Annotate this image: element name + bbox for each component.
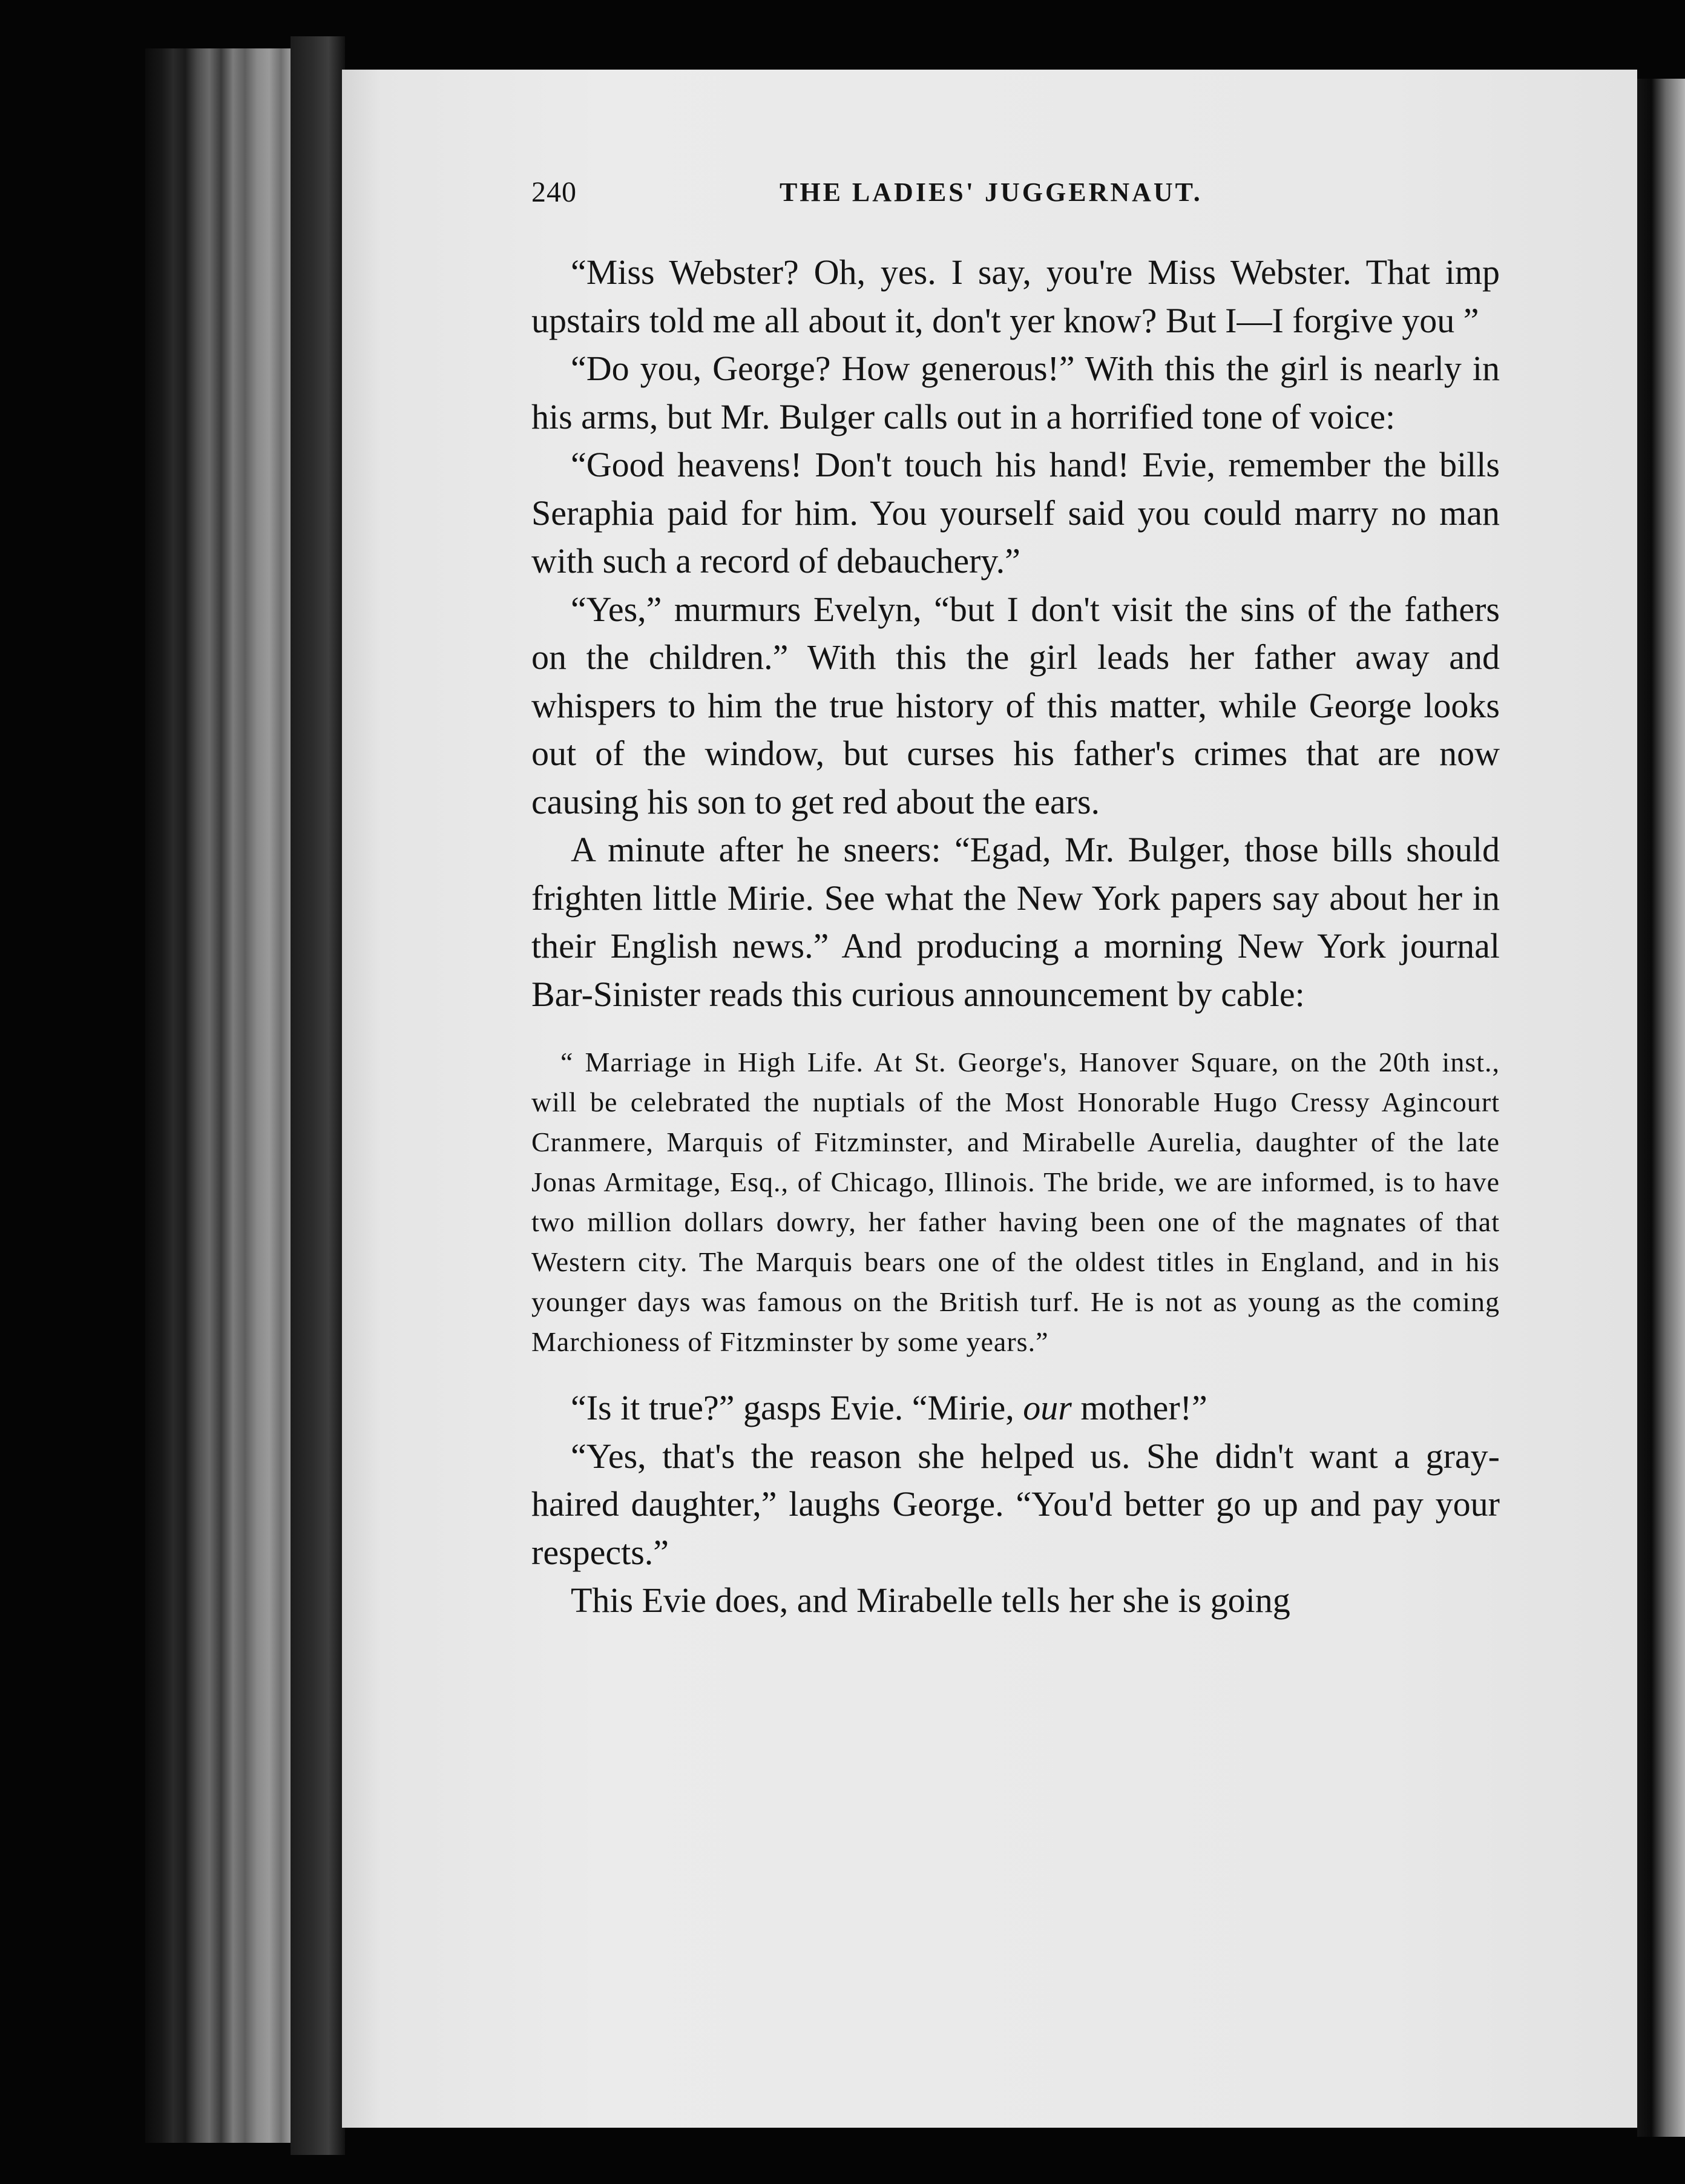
- paragraph: “Yes, that's the reason she helped us. She didn't want a gray-haired daughter,” laughs George. “You'd better go up and pay your respects.”: [531, 1436, 1500, 1572]
- page-content: [531, 176, 1500, 1625]
- text-run: “Is it true?” gasps Evie. “Mirie,: [571, 1388, 1023, 1427]
- paragraph: “Good heavens! Don't touch his hand! Evie, remember the bills Seraphia paid for him. You yourself said you could marry no man with such a record of debauchery.”: [531, 445, 1500, 581]
- paragraph: “Yes,” murmurs Evelyn, “but I don't visit the sins of the fathers on the children.” With this the girl leads her father away and whispers to him the true history of this matter, while George looks out of the window, but curses his father's crimes that are now causing his son to get red about the ears.: [531, 589, 1500, 821]
- page-header: [531, 176, 1500, 230]
- running-title: THE LADIES' JUGGERNAUT.: [780, 177, 1203, 207]
- body-text-after-quote: [531, 1384, 1500, 1625]
- paragraph: [531, 1384, 1500, 1432]
- text-run: mother!”: [1071, 1388, 1207, 1427]
- right-page-edge: [1637, 79, 1685, 2137]
- body-text-before-quote: [531, 248, 1500, 1018]
- paragraph: This Evie does, and Mirabelle tells her she is going: [571, 1580, 1290, 1620]
- italic-word: our: [1023, 1388, 1072, 1427]
- block-quote-announcement: [531, 1042, 1500, 1362]
- quoted-announcement: “ Marriage in High Life. At St. George's, Hanover Square, on the 20th inst., will be celebrated the nuptials of the Most Honorable Hugo Cressy Agincourt Cranmere, Marquis of Fitzminster, and Mirabelle Aurelia, daughter of the late Jonas Armitage, Esq., of Chicago, Illinois. The bride, we are informed, is to have two million dollars dowry, her father having been one of the magnates of that Western city. The Marquis bears one of the oldest titles in England, and in his younger days was famous on the British turf. He is not as young as the coming Marchioness of Fitzminster by some years.”: [531, 1047, 1500, 1357]
- paragraph: “Miss Webster? Oh, yes. I say, you're Miss Webster. That imp upstairs told me all about it, don't yer know? But I—I forgive you ”: [531, 252, 1500, 340]
- paragraph: A minute after he sneers: “Egad, Mr. Bulger, those bills should frighten little Mirie. See what the New York papers say about her in their English news.” And producing a morning New York journal Bar-Sinister reads this curious announcement by cable:: [531, 830, 1500, 1014]
- paragraph: “Do you, George? How generous!” With this the girl is nearly in his arms, but Mr. Bulger calls out in a horrified tone of voice:: [531, 349, 1500, 436]
- gutter-shadow: [291, 36, 345, 2155]
- page-number: 240: [531, 176, 577, 208]
